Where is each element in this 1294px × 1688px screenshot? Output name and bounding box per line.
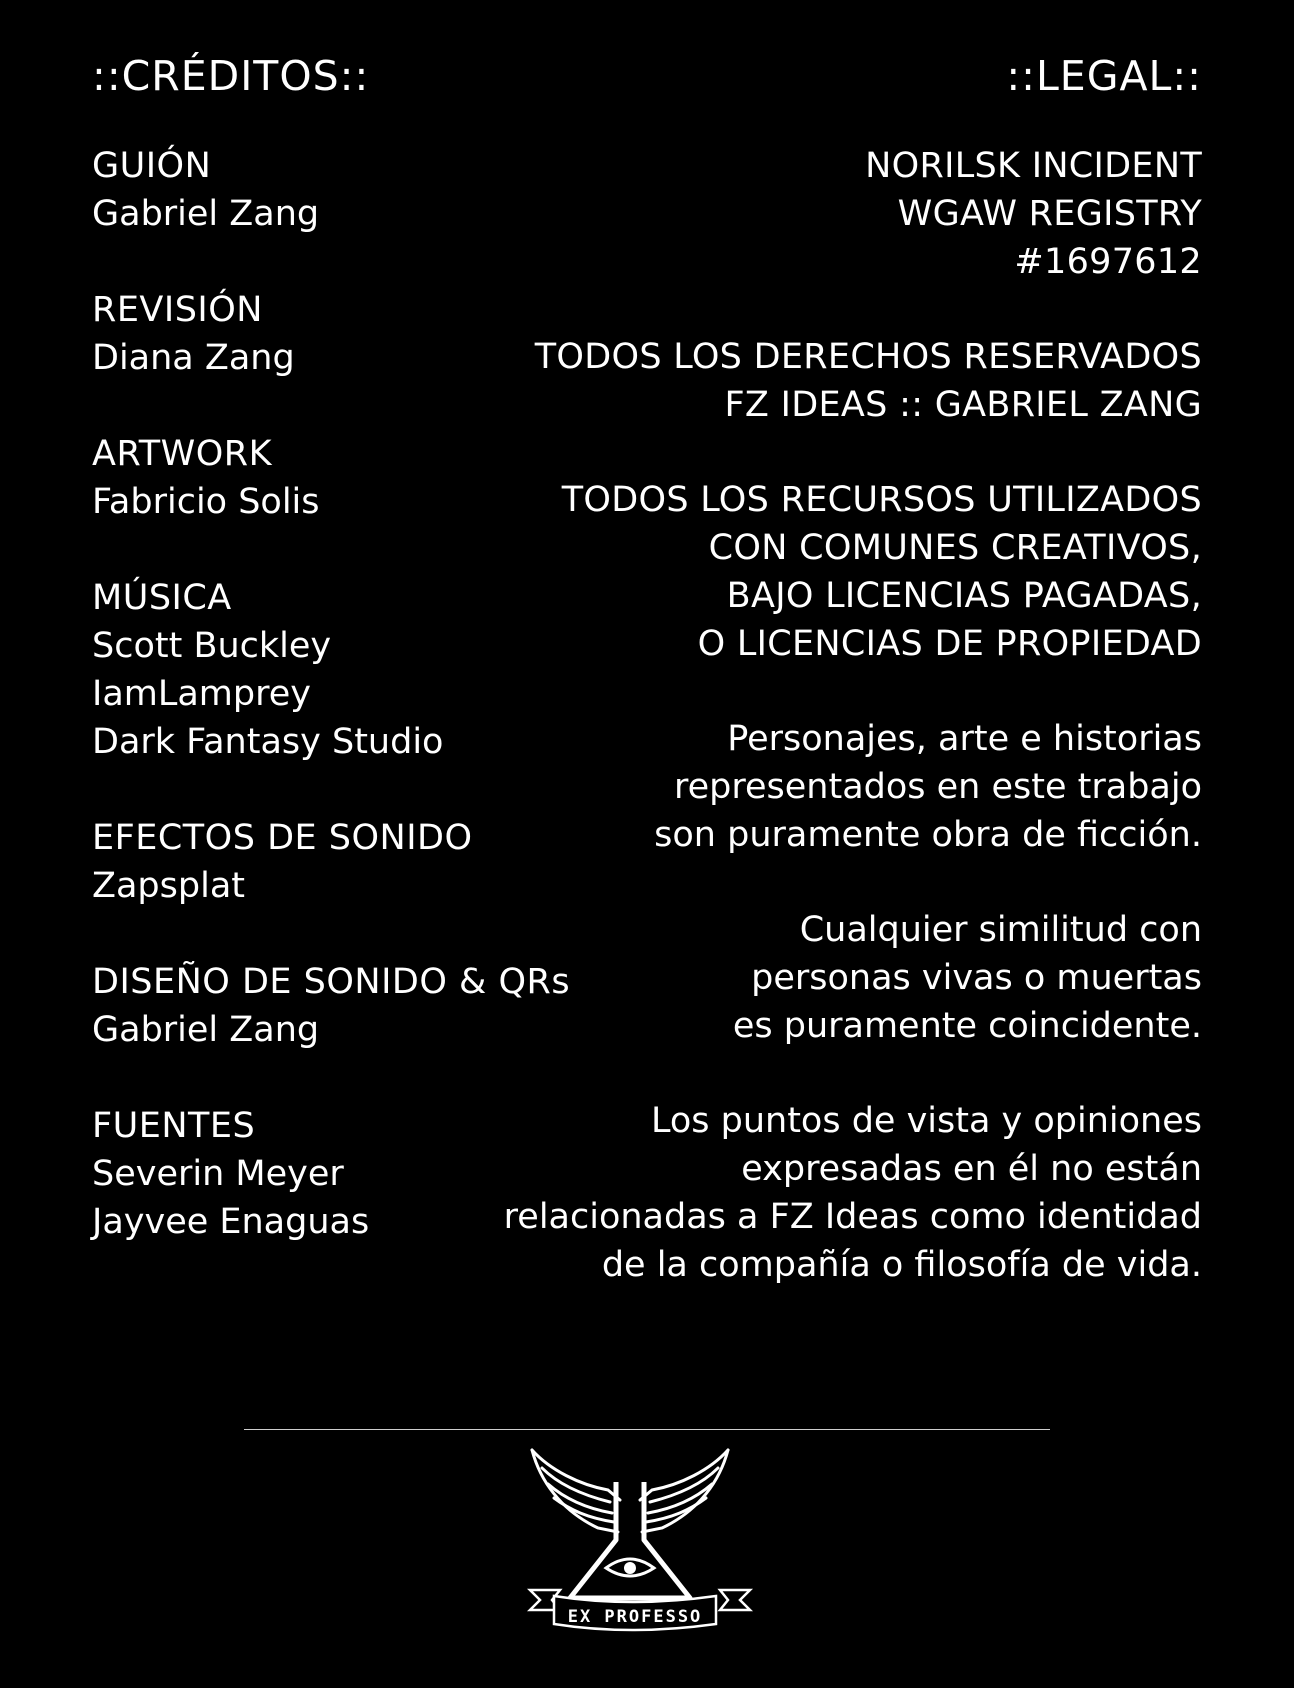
legal-line: de la compañía o filosofía de vida.: [601, 1245, 1202, 1285]
legal-block-opinions: [482, 1097, 1202, 1289]
credit-role: GUIÓN: [92, 146, 212, 186]
legal-line: BAJO LICENCIAS PAGADAS,: [726, 576, 1202, 616]
logo-banner-text: EX PROFESSO: [567, 1607, 703, 1627]
legal-line: O LICENCIAS DE PROPIEDAD: [697, 624, 1202, 664]
legal-block-resources: [482, 476, 1202, 668]
credits-heading: ::CRÉDITOS::: [92, 52, 370, 100]
credit-role: DISEÑO DE SONIDO & QRs: [92, 962, 571, 1002]
legal-block-rights: [482, 333, 1202, 429]
credit-name: Fabricio Solis: [92, 482, 320, 522]
credit-name: Scott Buckley: [92, 626, 332, 666]
legal-line: son puramente obra de ficción.: [654, 815, 1202, 855]
credit-role: MÚSICA: [92, 578, 232, 618]
legal-block-fiction: [482, 715, 1202, 859]
credit-role: REVISIÓN: [92, 290, 263, 330]
credit-name: Jayvee Enaguas: [92, 1202, 370, 1242]
legal-line: relacionadas a FZ Ideas como identidad: [503, 1197, 1202, 1237]
footer-divider: [244, 1429, 1050, 1430]
credit-name: Gabriel Zang: [92, 1010, 320, 1050]
legal-line: representados en este trabajo: [674, 767, 1202, 807]
legal-line: Personajes, arte e historias: [727, 719, 1202, 759]
legal-block-registry: [482, 142, 1202, 286]
winged-flask-eye-icon: [520, 1440, 774, 1640]
legal-line: NORILSK INCIDENT: [865, 146, 1202, 186]
credit-name: Dark Fantasy Studio: [92, 722, 444, 762]
credit-name: Diana Zang: [92, 338, 295, 378]
credit-name: IamLamprey: [92, 674, 311, 714]
legal-block-similarity: [482, 906, 1202, 1050]
legal-line: TODOS LOS DERECHOS RESERVADOS: [534, 337, 1202, 377]
credit-role: EFECTOS DE SONIDO: [92, 818, 473, 858]
legal-line: TODOS LOS RECURSOS UTILIZADOS: [561, 480, 1202, 520]
legal-column: [482, 50, 1202, 1336]
legal-line: personas vivas o muertas: [751, 958, 1202, 998]
legal-line: expresadas en él no están: [741, 1149, 1202, 1189]
legal-line: #1697612: [1014, 242, 1202, 282]
credit-name: Gabriel Zang: [92, 194, 320, 234]
legal-line: Los puntos de vista y opiniones: [650, 1101, 1202, 1141]
legal-line: FZ IDEAS :: GABRIEL ZANG: [724, 385, 1202, 425]
legal-line: es puramente coincidente.: [732, 1006, 1202, 1046]
credit-role: ARTWORK: [92, 434, 273, 474]
credit-role: FUENTES: [92, 1106, 256, 1146]
legal-line: CON COMUNES CREATIVOS,: [708, 528, 1202, 568]
legal-line: WGAW REGISTRY: [897, 194, 1202, 234]
legal-line: Cualquier similitud con: [799, 910, 1202, 950]
credit-name: Zapsplat: [92, 866, 245, 906]
credit-name: Severin Meyer: [92, 1154, 344, 1194]
legal-heading: ::LEGAL::: [1006, 52, 1202, 100]
ex-professo-logo: [520, 1440, 774, 1640]
